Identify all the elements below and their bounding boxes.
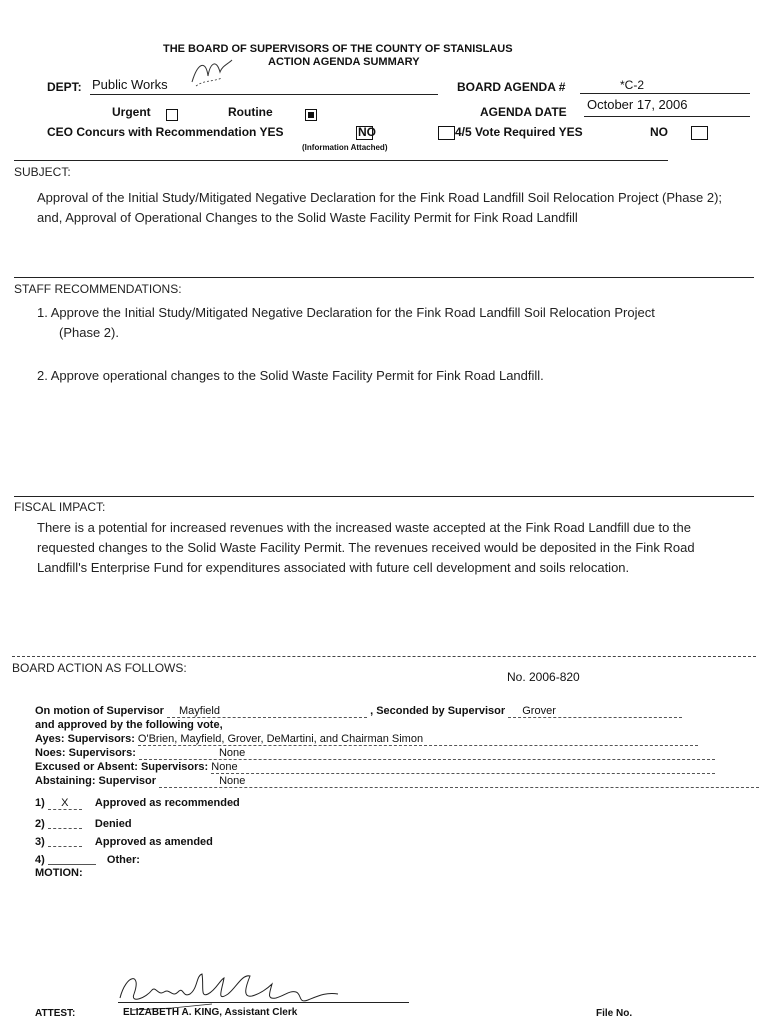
motion-heading: MOTION: bbox=[35, 867, 83, 879]
option-label: Approved as recommended bbox=[94, 797, 240, 809]
clerk-signature bbox=[112, 968, 352, 1012]
option-approved-amended[interactable] bbox=[35, 834, 213, 848]
board-agenda-value: *C-2 bbox=[620, 78, 645, 92]
clerk-name: ELIZABETH A. KING, Assistant Clerk bbox=[123, 1007, 298, 1018]
resolution-number: No. 2006-820 bbox=[507, 670, 580, 684]
fiscal-divider bbox=[14, 496, 754, 497]
file-number-label: File No. bbox=[596, 1008, 633, 1019]
subject-text: Approval of the Initial Study/Mitigated Negative Declaration for the Fink Road Landfill Soil Relocation Project (Phase 2); and, Approval of Operational Changes to the Solid Waste Facility Permit for Fink Road Landfill bbox=[37, 190, 723, 225]
agenda-date-underline bbox=[584, 116, 750, 117]
info-attached-note: (Information Attached) bbox=[302, 143, 388, 152]
excused-value: None bbox=[211, 761, 715, 774]
option-mark: X bbox=[48, 797, 82, 810]
routine-label: Routine bbox=[228, 105, 273, 119]
abstaining-value: None bbox=[159, 775, 759, 788]
subject-heading: SUBJECT: bbox=[14, 165, 71, 179]
staff-heading: STAFF RECOMMENDATIONS: bbox=[14, 282, 182, 296]
board-action-heading: BOARD ACTION AS FOLLOWS: bbox=[12, 661, 187, 675]
motion-label: On motion of Supervisor bbox=[35, 705, 164, 717]
dept-underline bbox=[90, 94, 438, 95]
noes-line bbox=[35, 747, 715, 760]
option-denied[interactable] bbox=[35, 816, 132, 830]
vote-yes-checkbox[interactable] bbox=[691, 126, 708, 140]
agenda-date-value: October 17, 2006 bbox=[587, 97, 688, 112]
fiscal-heading: FISCAL IMPACT: bbox=[14, 500, 106, 514]
ayes-label: Ayes: Supervisors: bbox=[35, 733, 135, 745]
abstaining-line bbox=[35, 775, 759, 788]
seconded-supervisor: Grover bbox=[508, 705, 682, 718]
option-approved-recommended[interactable] bbox=[35, 797, 240, 810]
option-label: Approved as amended bbox=[94, 836, 213, 848]
option-label: Other: bbox=[106, 854, 140, 866]
board-title: THE BOARD OF SUPERVISORS OF THE COUNTY OF STANISLAUS bbox=[163, 43, 513, 55]
board-agenda-label: BOARD AGENDA # bbox=[457, 80, 566, 94]
ceo-no-checkbox[interactable] bbox=[438, 126, 455, 140]
excused-label: Excused or Absent: Supervisors: bbox=[35, 761, 209, 773]
option-label: Denied bbox=[94, 818, 132, 830]
board-agenda-underline bbox=[580, 93, 750, 94]
option-other[interactable] bbox=[35, 852, 140, 866]
motion-supervisor: Mayfield bbox=[167, 705, 367, 718]
summary-title: ACTION AGENDA SUMMARY bbox=[268, 56, 420, 68]
initials-mark bbox=[186, 52, 236, 90]
agenda-date-label: AGENDA DATE bbox=[480, 105, 567, 119]
subject-divider bbox=[14, 160, 668, 161]
option-number: 4) bbox=[35, 854, 45, 866]
excused-line bbox=[35, 761, 715, 774]
routine-checkbox[interactable] bbox=[305, 109, 317, 121]
staff-item-2: 2. Approve operational changes to the Solid Waste Facility Permit for Fink Road Landfill. bbox=[37, 368, 544, 383]
dept-value: Public Works bbox=[92, 77, 168, 92]
attest-label: ATTEST: bbox=[35, 1008, 76, 1019]
abstaining-label: Abstaining: Supervisor bbox=[35, 775, 157, 787]
option-mark bbox=[48, 816, 82, 829]
ayes-value: O'Brien, Mayfield, Grover, DeMartini, and Chairman Simon bbox=[138, 733, 698, 746]
four-fifths-vote-label: 4/5 Vote Required YES bbox=[455, 125, 583, 139]
option-mark bbox=[48, 852, 96, 865]
vote-no-label: NO bbox=[650, 125, 668, 139]
signature-line bbox=[118, 1002, 409, 1003]
noes-label: Noes: Supervisors: bbox=[35, 747, 136, 759]
urgent-checkbox[interactable] bbox=[166, 109, 178, 121]
staff-item-1: 1. Approve the Initial Study/Mitigated Negative Declaration for the Fink Road Landfill Soil Relocation Project (Phase 2). bbox=[37, 305, 655, 340]
option-mark bbox=[48, 834, 82, 847]
approved-vote-line: and approved by the following vote, bbox=[35, 719, 223, 731]
ceo-concurs-label: CEO Concurs with Recommendation YES bbox=[47, 125, 284, 139]
ayes-line bbox=[35, 733, 698, 746]
option-number: 1) bbox=[35, 797, 45, 809]
seconded-label: , Seconded by Supervisor bbox=[370, 705, 506, 717]
board-action-divider bbox=[12, 656, 756, 657]
motion-line bbox=[35, 705, 682, 718]
option-number: 3) bbox=[35, 836, 45, 848]
urgent-label: Urgent bbox=[112, 105, 151, 119]
option-number: 2) bbox=[35, 818, 45, 830]
fiscal-text: There is a potential for increased revenues with the increased waste accepted at the Fink Road Landfill due to the requested changes to the Solid Waste Facility Permit. The revenues received would be deposited in the Fink Road Landfill's Enterprise Fund for expenditures associated with future cell development and soils relocation. bbox=[37, 520, 695, 575]
noes-value: None bbox=[139, 747, 715, 760]
staff-divider bbox=[14, 277, 754, 278]
ceo-no-label: NO bbox=[358, 125, 376, 139]
dept-label: DEPT: bbox=[47, 80, 82, 94]
